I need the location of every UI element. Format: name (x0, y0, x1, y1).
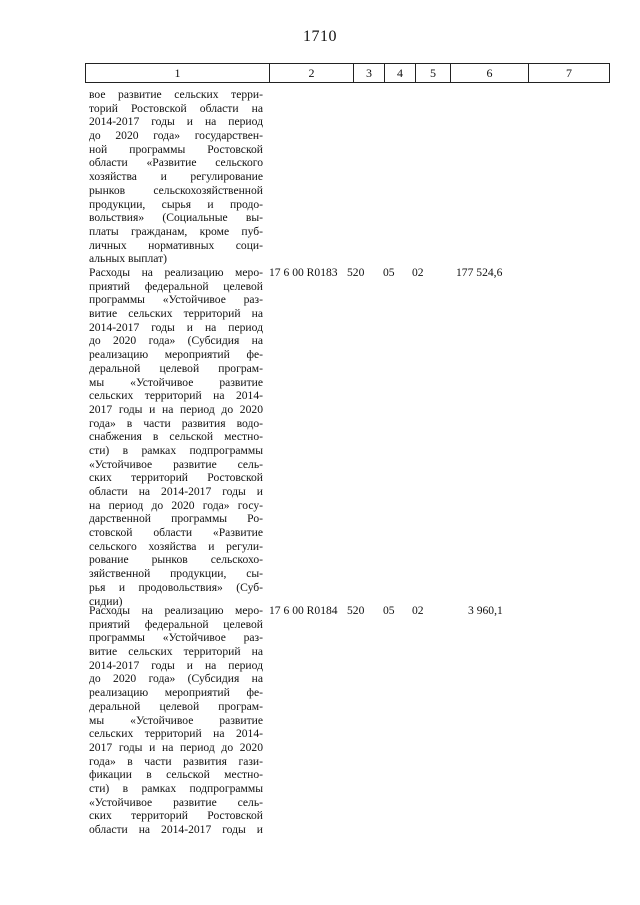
text-line: рья и продовольствия» (Суб- (89, 580, 263, 594)
table-row-description (89, 604, 263, 837)
text-line: области «Развитие сельского (89, 156, 263, 170)
text-line: дарственной программы Ро- (89, 512, 263, 526)
expense-type: 520 (347, 266, 365, 279)
text-line: приятий федеральной целевой (89, 279, 263, 293)
text-line: 2014-2017 годы и на период (89, 115, 263, 129)
page-number: 1710 (303, 28, 337, 45)
text-line: фикации в сельской местно- (89, 768, 263, 782)
text-line: 2014-2017 годы и на период (89, 658, 263, 672)
text-line: рование рынков сельскохо- (89, 553, 263, 567)
text-line: области на 2014-2017 годы и (89, 823, 263, 836)
text-line: продукции, сырья и продо- (89, 197, 263, 211)
text-line: ских территорий Ростовской (89, 471, 263, 485)
text-line: хозяйства и регулирование (89, 170, 263, 184)
section-code: 05 (383, 604, 395, 617)
text-line: ной программы Ростовской (89, 142, 263, 156)
text-line: личных нормативных соци- (89, 238, 263, 252)
text-line: области на 2014-2017 годы и (89, 485, 263, 498)
section-code: 05 (383, 266, 395, 279)
text-line: альных выплат) (89, 252, 168, 266)
expense-type: 520 (347, 604, 365, 617)
text-line: «Устойчивое развитие сель- (89, 457, 263, 471)
header-col-3: 3 (354, 64, 385, 83)
text-line: мы «Устойчивое развитие (89, 375, 263, 389)
text-line: сельского хозяйства и регули- (89, 539, 263, 553)
text-line: деральной целевой програм- (89, 361, 263, 375)
subsection-code: 02 (412, 266, 424, 279)
text-line: на период до 2020 года» госу- (89, 498, 263, 512)
text-line: года» в части развития гази- (89, 754, 263, 768)
text-line: «Устойчивое развитие сель- (89, 795, 263, 809)
text-line: платы гражданам, кроме пуб- (89, 224, 263, 238)
table-header (85, 63, 610, 83)
text-line: рынков сельскохозяйственной (89, 183, 263, 197)
text-line: до 2020 года» (Субсидия на (89, 672, 263, 686)
header-row (86, 64, 610, 83)
header-col-5: 5 (416, 64, 451, 83)
header-col-6: 6 (451, 64, 529, 83)
text-line: ских территорий Ростовской (89, 809, 263, 823)
header-col-7: 7 (529, 64, 610, 83)
text-line: витие сельских территорий на (89, 645, 263, 659)
text-line: мы «Устойчивое развитие (89, 713, 263, 727)
text-line: стовской области «Развитие (89, 526, 263, 540)
text-line: сельских территорий на 2014- (89, 389, 263, 403)
amount: 3 960,1 (468, 604, 503, 617)
text-line: 2017 годы и на период до 2020 (89, 402, 263, 416)
text-line: реализацию мероприятий фе- (89, 686, 263, 700)
table-row-description (89, 266, 263, 608)
text-line: снабжения в сельской местно- (89, 430, 263, 444)
amount: 177 524,6 (456, 266, 503, 279)
text-line: сти) в рамках подпрограммы (89, 443, 263, 457)
text-line: зяйственной продукции, сы- (89, 567, 263, 581)
text-line: торий Ростовской области на (89, 101, 263, 115)
text-line: 2017 годы и на период до 2020 (89, 740, 263, 754)
text-line: деральной целевой програм- (89, 699, 263, 713)
text-line: реализацию мероприятий фе- (89, 348, 263, 362)
text-line: до 2020 года» (Субсидия на (89, 334, 263, 348)
text-line: приятий федеральной целевой (89, 617, 263, 631)
text-line: года» в части развития водо- (89, 416, 263, 430)
text-line: сельских территорий на 2014- (89, 727, 263, 741)
text-line: до 2020 года» государствен- (89, 129, 263, 143)
subsection-code: 02 (412, 604, 424, 617)
target-code: 17 6 00 R0183 (269, 266, 338, 279)
text-line: 2014-2017 годы и на период (89, 320, 263, 334)
text-line: вое развитие сельских терри- (89, 88, 263, 101)
text-line: вольствия» (Социальные вы- (89, 211, 263, 225)
continuation-text (89, 88, 263, 266)
text-line: программы «Устойчивое раз- (89, 631, 263, 645)
text-line: сидии) (89, 594, 123, 608)
text-line: Расходы на реализацию меро- (89, 266, 263, 279)
header-col-4: 4 (385, 64, 416, 83)
text-line: Расходы на реализацию меро- (89, 604, 263, 617)
text-line: программы «Устойчивое раз- (89, 293, 263, 307)
header-col-2: 2 (270, 64, 354, 83)
text-line: сти) в рамках подпрограммы (89, 781, 263, 795)
target-code: 17 6 00 R0184 (269, 604, 338, 617)
text-line: витие сельских территорий на (89, 307, 263, 321)
header-col-1: 1 (86, 64, 270, 83)
